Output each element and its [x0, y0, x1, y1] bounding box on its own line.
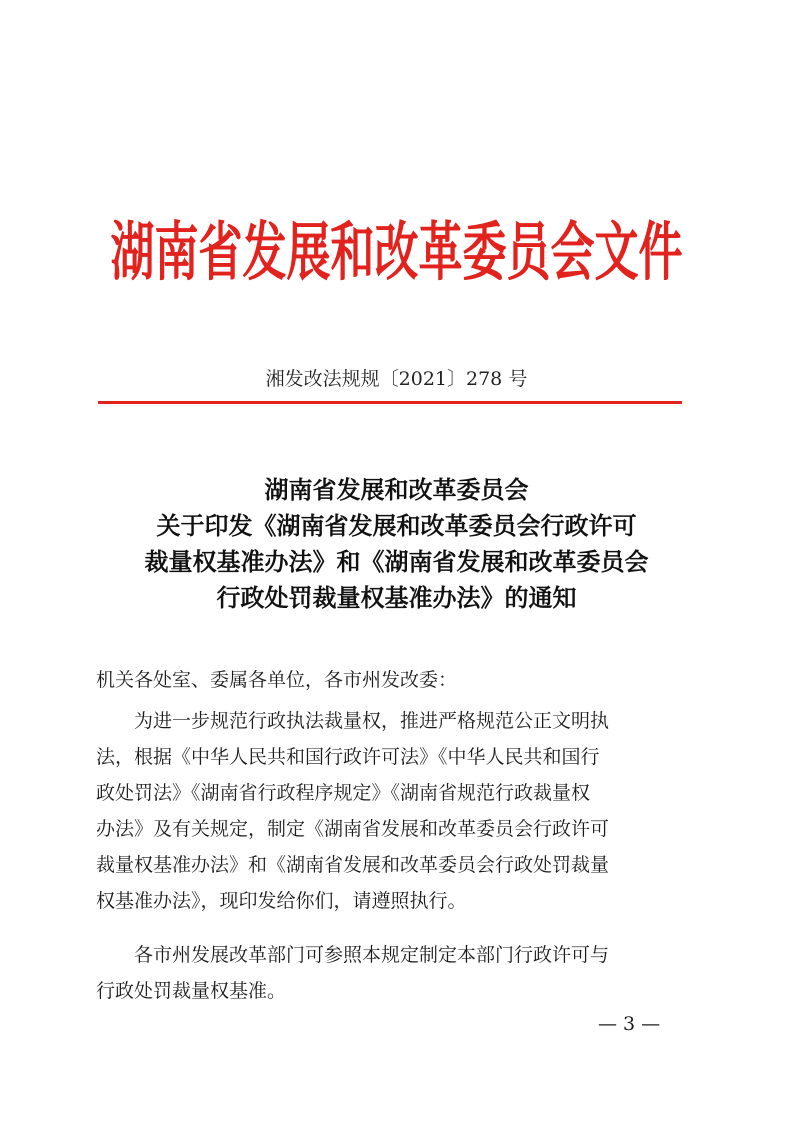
page-number: — 3 —: [598, 1013, 661, 1035]
document-title: [0, 472, 793, 616]
paragraph-line: 办法》及有关规定，制定《湖南省发展和改革委员会行政许可: [96, 818, 610, 840]
title-line: 裁量权基准办法》和《湖南省发展和改革委员会: [144, 547, 649, 576]
paragraph-line: 政处罚法》《湖南省行政程序规定》《湖南省规范行政裁量权: [96, 782, 591, 804]
paragraph-line: 为进一步规范行政执法裁量权，推进严格规范公正文明执: [96, 710, 610, 732]
paragraph-line: 权基准办法》，现印发给你们，请遵照执行。: [96, 890, 467, 912]
title-line: 行政处罚裁量权基准办法》的通知: [216, 583, 577, 612]
title-line: 湖南省发展和改革委员会: [264, 475, 529, 504]
document-masthead: 湖南省发展和改革委员会文件: [110, 215, 683, 290]
paragraph-line: 行政处罚裁量权基准。: [96, 980, 287, 1002]
paragraph-line: 裁量权基准办法》和《湖南省发展和改革委员会行政处罚裁量: [96, 854, 610, 876]
title-line: 关于印发《湖南省发展和改革委员会行政许可: [156, 511, 637, 540]
body-paragraph-1: [96, 703, 680, 919]
paragraph-line: 各市州发展改革部门可参照本规定制定本部门行政许可与: [96, 944, 610, 966]
body-paragraph-2: [96, 937, 680, 1009]
document-number: 湘发改法规规〔2021〕278 号: [265, 368, 528, 390]
red-separator-line: [98, 401, 682, 404]
salutation: 机关各处室、委属各单位，各市州发改委：: [96, 669, 458, 691]
paragraph-line: 法，根据《中华人民共和国行政许可法》《中华人民共和国行: [96, 746, 600, 768]
